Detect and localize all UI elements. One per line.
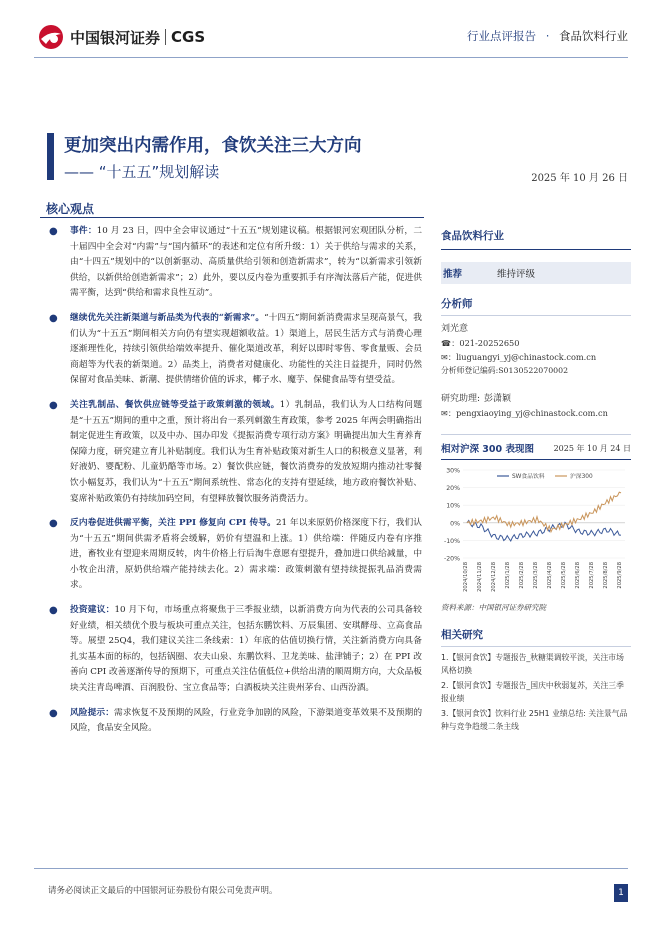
rating-value: 维持评级 bbox=[497, 269, 536, 280]
title-accent-bar bbox=[47, 133, 54, 180]
chart-top-divider bbox=[441, 434, 631, 435]
core-point-lead: 投资建议： bbox=[70, 605, 115, 616]
chart-title-divider bbox=[441, 459, 631, 460]
header-divider bbox=[34, 57, 628, 58]
core-point bbox=[48, 603, 422, 697]
chart-x-tick-label: 2025/5/28 bbox=[561, 562, 567, 589]
chart-legend-label: SW食品饮料 bbox=[512, 474, 545, 480]
sidebar-divider bbox=[441, 249, 631, 250]
header-separator: · bbox=[545, 29, 550, 43]
related-report-link[interactable]: 2.【银河食饮】专题报告_国庆中秋弱复苏，关注三季报业绩 bbox=[441, 681, 624, 703]
core-point-text: 需求恢复不及预期的风险，行业竞争加剧的风险，下游渠道变革效果不及预期的风险，食品安全风险。 bbox=[70, 707, 423, 734]
bullet-icon: ● bbox=[49, 226, 58, 237]
core-point-text: 1）乳制品，我们认为人口结构问题是“十五五”期间的重中之重，预计将出台一系列刺激生育政策，参考 2025 年两会明确指出制定促进生育政策，以及中办、国办印发《提振消费专项行动方案》明确提出加大生育养育保障力度，研究建立育儿补贴制度。我们认为生育补贴政策对新生人口的积极意义显著，利好液奶、婴配粉、儿童奶酪等市场。2）餐饮供应链，餐饮消费券的发放短期内推动社零餐饮小幅复苏，我们认为“十五五”期间系统性、常态化的支持有望延续，地方政府餐饮补贴、宴席补贴政策仍有持续加码空间，有望释放餐饮服务消费活力。 bbox=[70, 399, 423, 504]
chart-x-tick-label: 2025/6/28 bbox=[575, 562, 581, 589]
chart-x-tick-label: 2025/7/28 bbox=[589, 562, 595, 589]
bullet-icon: ● bbox=[49, 518, 58, 530]
report-type: 行业点评报告 bbox=[467, 29, 537, 43]
footer-divider bbox=[34, 868, 628, 869]
analyst-reg-row bbox=[441, 364, 631, 378]
sidebar-industry: 食品饮料行业 bbox=[441, 230, 504, 242]
chart-x-tick-label: 2025/9/28 bbox=[617, 562, 623, 589]
page-title: 更加突出内需作用，食饮关注三大方向 bbox=[64, 136, 362, 156]
core-point-text: 10 月下旬，市场重点将聚焦于三季报业绩，以新消费方向为代表的公司具备较好业绩，相关绩优个股与板块可重点关注，包括东鹏饮料、万辰集团、安琪酵母、立高食品等。展望 25Q4，我们建议关注二条线索：1）年底的估值切换行情，关注新消费方向具备扎实基本面的标的，包括锅圈、农夫山泉、东鹏饮料、卫龙美味、盐津铺子；2）在 PPI 改善向 CPI 改善逐渐传导的预期下，可重点关注估值低位+供给出清的顺周期方向，大众品板块关注青岛啤酒、百润股份、宝立食品等；白酒板块关注贵州茅台、山西汾酒。 bbox=[70, 605, 422, 694]
chart-series-line bbox=[467, 520, 621, 541]
related-divider bbox=[441, 646, 631, 647]
analyst-name: 刘光意 bbox=[441, 324, 469, 334]
analyst-email[interactable]: liuguangyi_yj@chinastock.com.cn bbox=[456, 352, 597, 362]
analyst-heading: 分析师 bbox=[441, 298, 473, 310]
chart-date: 2025 年 10 月 24 日 bbox=[553, 443, 631, 453]
core-point-lead: 事件： bbox=[70, 226, 97, 236]
assistant-label: 研究助理: bbox=[441, 394, 481, 404]
chart-y-tick-label: 20% bbox=[446, 485, 460, 493]
header-industry: 食品饮料行业 bbox=[559, 29, 628, 43]
chart-x-tick-label: 2025/1/28 bbox=[505, 562, 511, 589]
core-point bbox=[48, 516, 422, 594]
mail-icon: ✉： bbox=[441, 408, 457, 418]
core-views-heading: 核心观点 bbox=[46, 202, 95, 216]
chart-y-tick-label: 10% bbox=[446, 502, 460, 510]
reg-code: S0130522070002 bbox=[498, 366, 569, 375]
core-point-lead: 反内卷促进供需平衡，关注 PPI 修复向 CPI 传导。 bbox=[70, 518, 276, 529]
core-point bbox=[48, 311, 422, 389]
related-heading: 相关研究 bbox=[441, 629, 483, 641]
reg-label: 分析师登记编码: bbox=[441, 366, 499, 375]
core-point-lead: 风险提示： bbox=[70, 707, 115, 718]
relative-performance-chart bbox=[441, 462, 631, 602]
core-point-text: “十四五”期间新消费需求呈现高景气，我们认为“十五五”期间相关方向仍有望实现超额收益。1）渠道上，居民生活方式与消费心理逐渐理性化，持续引领供给端效率提升、催化渠道改革，利好以即时零售、零食量贩、会员商超等为代表的新渠道。2）品类上，消费者对健康化、功能性的关注日益提升，同时仍然保留对食品美味、新潮、提供情绪价值的诉求，椰子水、魔芋、保健食品等有望受益。 bbox=[70, 312, 422, 386]
bullet-icon: ● bbox=[49, 399, 58, 411]
core-point-lead: 关注乳制品、餐饮供应链等受益于政策刺激的领域。 bbox=[70, 399, 280, 410]
bullet-icon: ● bbox=[49, 605, 58, 617]
core-point-text: 10 月 23 日，四中全会审议通过“十五五”规划建议稿。根据银河宏观团队分析，二十届四中全会对“内需”与“国内循环”的表述和定位有所升级：1）关于供给与需求的关系，由“十四五”规划中的“以创新驱动、高质量供给引领和创造新需求”，转为“以新需求引领新供给，以新供给创造新需求”；2）此外，要以反内卷为重要抓手有序淘汰落后产能，促进供需平衡，达到“供给和需求良性互动”。 bbox=[70, 226, 423, 299]
chart-x-tick-label: 2024/11/28 bbox=[477, 562, 483, 592]
assistant-email[interactable]: pengxiaoying_yj@chinastock.com.cn bbox=[456, 408, 608, 418]
logo bbox=[38, 22, 205, 52]
core-views-divider bbox=[40, 217, 424, 218]
assistant-email-row bbox=[441, 406, 631, 420]
chart-y-tick-label: 30% bbox=[446, 467, 460, 475]
bullet-icon: ● bbox=[49, 707, 58, 719]
footer-disclaimer: 请务必阅读正文最后的中国银河证券股份有限公司免责声明。 bbox=[48, 886, 278, 896]
core-views-list bbox=[48, 224, 422, 746]
analyst-info bbox=[441, 322, 631, 420]
bullet-icon: ● bbox=[49, 312, 58, 324]
core-point bbox=[48, 706, 422, 737]
logo-chinese-name: 中国银河证券 bbox=[70, 28, 161, 47]
core-point-text: 21 年以来原奶价格深度下行，我们认为“十五五”期间供需矛盾将会缓解，奶价有望温和上涨。1）供给端：伴随反内卷有序推进，畜牧业有望迎来周期反转，肉牛价格上行后淘牛意愿有望提升，叠加进口供给减量，中小牧企出清，原奶供给端产能持续去化。2）需求端：政策刺激有望持续提振乳品消费需求。 bbox=[70, 518, 422, 591]
chart-title: 相对沪深 300 表现图 bbox=[441, 444, 534, 455]
chart-source: 资料来源：中国银河证券研究院 bbox=[441, 603, 546, 612]
mail-icon: ✉： bbox=[441, 352, 457, 362]
report-date: 2025 年 10 月 26 日 bbox=[531, 173, 628, 184]
chart-header bbox=[441, 441, 631, 455]
rating-row bbox=[441, 262, 631, 284]
assistant-row bbox=[441, 392, 631, 406]
assistant-name: 彭潇颖 bbox=[484, 394, 512, 404]
chart-series-line bbox=[467, 492, 621, 532]
chart-x-tick-label: 2025/4/28 bbox=[547, 562, 553, 589]
chart-y-tick-label: -10% bbox=[444, 537, 460, 545]
chart-y-tick-label: 0% bbox=[450, 520, 460, 528]
chart-x-tick-label: 2024/10/28 bbox=[463, 562, 469, 592]
chart-x-tick-label: 2024/12/28 bbox=[491, 562, 497, 592]
logo-divider bbox=[165, 29, 166, 45]
analyst-email-row bbox=[441, 350, 631, 364]
analyst-phone: 021-20252650 bbox=[459, 338, 520, 348]
related-report-link[interactable]: 3.【银河食饮】饮料行业 25H1 业绩总结: 关注景气品种与竞争趋缓二条主线 bbox=[441, 709, 628, 731]
chart-y-tick-label: -20% bbox=[444, 555, 460, 563]
galaxy-logo-icon bbox=[38, 24, 64, 50]
chart-x-tick-label: 2025/2/28 bbox=[519, 562, 525, 589]
phone-icon: ☎： bbox=[441, 338, 460, 348]
sidebar bbox=[441, 228, 631, 733]
core-point bbox=[48, 224, 422, 302]
report-category bbox=[467, 28, 628, 44]
page-number: 1 bbox=[614, 884, 628, 902]
core-point bbox=[48, 398, 422, 507]
page-subtitle: —— “十五五”规划解读 bbox=[64, 163, 220, 181]
analyst-phone-row bbox=[441, 336, 631, 350]
analyst-divider bbox=[441, 315, 631, 316]
chart-x-tick-label: 2025/8/28 bbox=[603, 562, 609, 589]
core-point-lead: 继续优先关注新渠道与新品类为代表的“新需求”。 bbox=[70, 312, 265, 323]
logo-english-name: CGS bbox=[171, 28, 206, 46]
related-report-link[interactable]: 1.【银河食饮】专题报告_秋糖渠调较平淡，关注市场风格切换 bbox=[441, 653, 624, 675]
chart-legend-label: 沪深300 bbox=[570, 474, 593, 480]
rating-key: 推荐 bbox=[443, 269, 463, 280]
chart-x-tick-label: 2025/3/28 bbox=[533, 562, 539, 589]
related-list bbox=[441, 652, 631, 733]
